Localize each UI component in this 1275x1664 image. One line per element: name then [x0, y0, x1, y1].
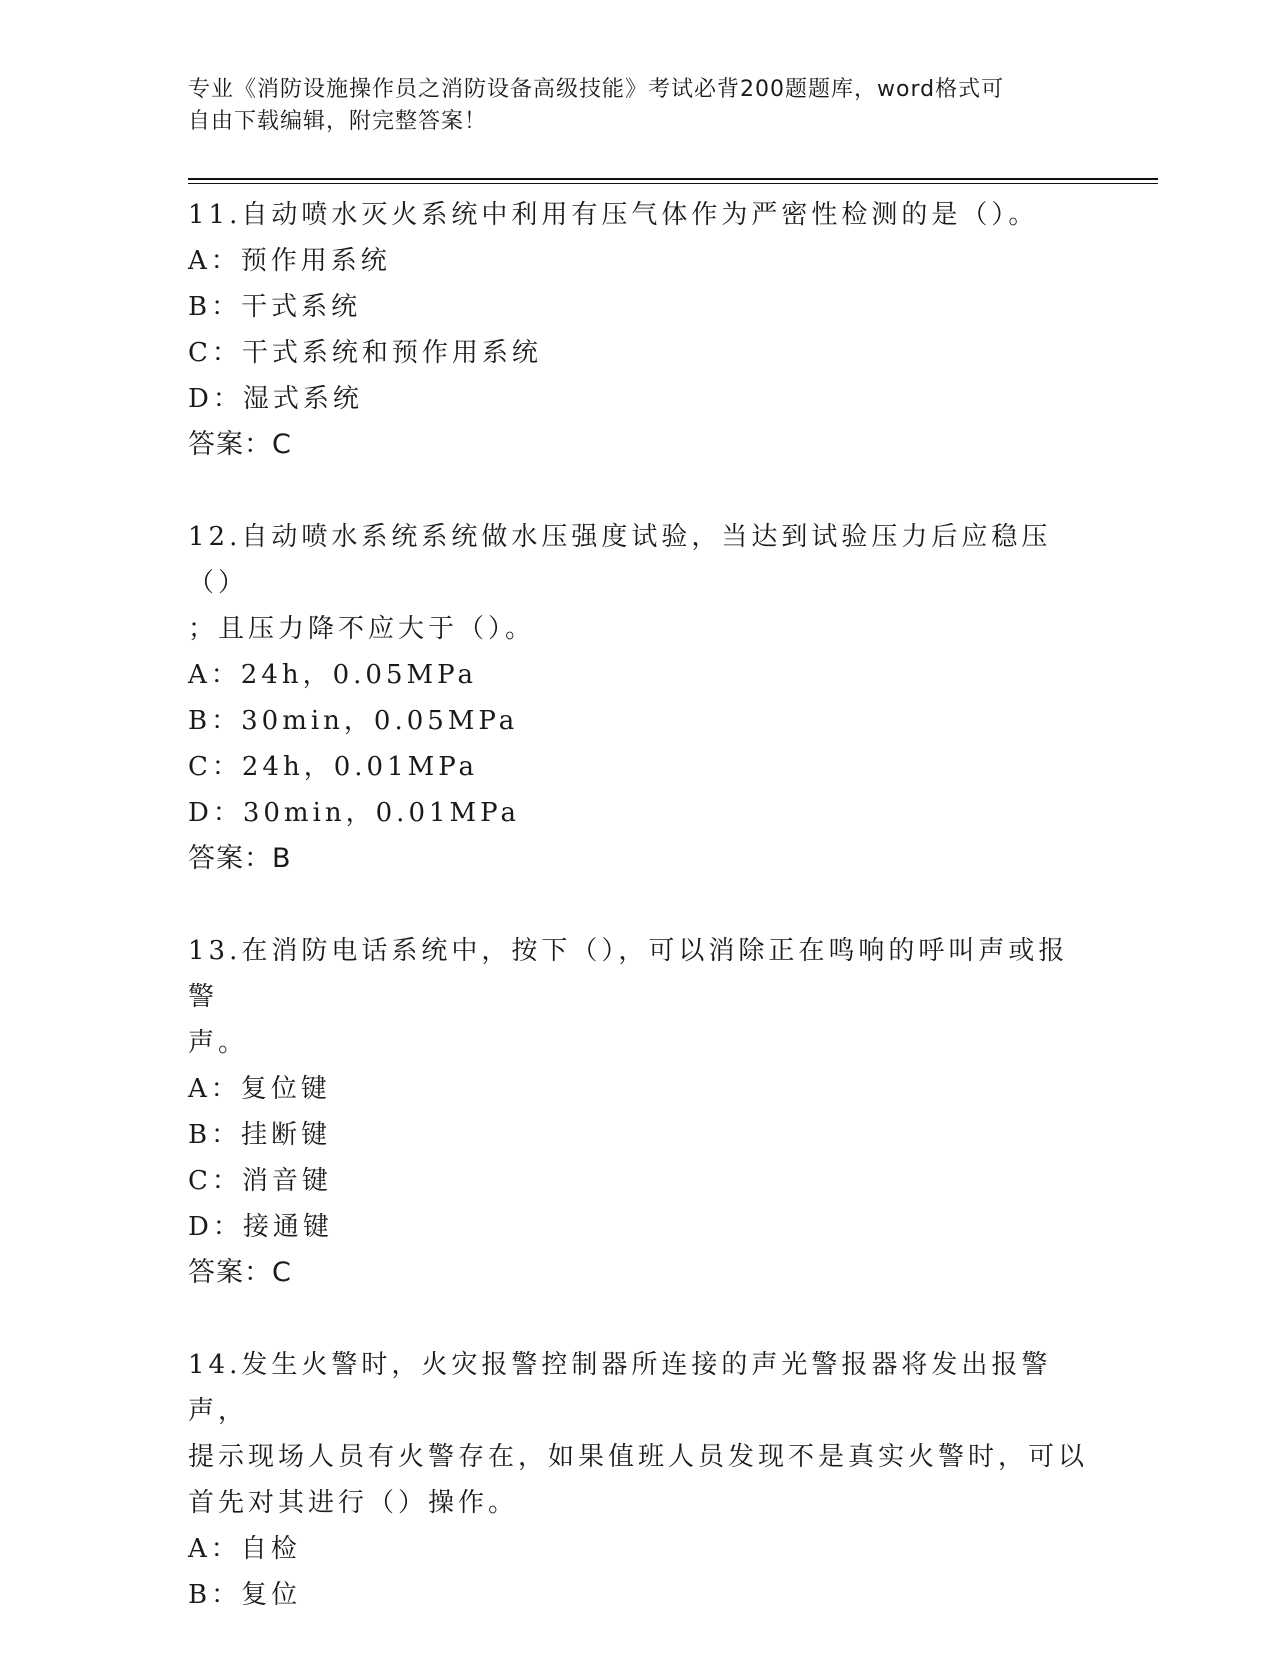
question-stem-line: 14.发生火警时，火灾报警控制器所连接的声光警报器将发出报警声，: [188, 1350, 1052, 1426]
header-divider-thick: [188, 178, 1158, 180]
answer-option: D：30min，0.01MPa: [188, 798, 520, 828]
question-block: [188, 514, 1088, 882]
header-line-2: 自由下载编辑，附完整答案！: [188, 109, 488, 134]
answer-option: D：湿式系统: [188, 384, 363, 414]
answer-option: A：复位键: [188, 1074, 331, 1104]
answer-option: C：消音键: [188, 1166, 332, 1196]
question-stem-line: 声。: [188, 1028, 249, 1058]
answer-option: A：自检: [188, 1534, 301, 1564]
correct-answer: 答案：C: [188, 1257, 292, 1288]
question-stem-line: 13.在消防电话系统中，按下（），可以消除正在鸣响的呼叫声或报警: [188, 936, 1069, 1012]
correct-answer: 答案：B: [188, 843, 292, 874]
header-line-1: 专业《消防设施操作员之消防设备高级技能》考试必背200题题库，word格式可: [188, 77, 1005, 102]
question-list: [188, 192, 1088, 1664]
header-divider-thin: [188, 183, 1158, 184]
answer-option: B：30min，0.05MPa: [188, 706, 519, 736]
answer-option: B：复位: [188, 1580, 302, 1610]
answer-option: C：干式系统和预作用系统: [188, 338, 542, 368]
question-stem-line: 首先对其进行（）操作。: [188, 1488, 519, 1518]
answer-option: B：干式系统: [188, 292, 362, 322]
question-block: [188, 928, 1088, 1296]
question-stem-line: 11.自动喷水灭火系统中利用有压气体作为严密性检测的是（）。: [188, 200, 1039, 230]
document-header: [188, 74, 1088, 138]
answer-option: A：预作用系统: [188, 246, 391, 276]
question-block: [188, 1342, 1088, 1618]
answer-option: B：挂断键: [188, 1120, 332, 1150]
correct-answer: 答案：C: [188, 429, 292, 460]
answer-option: A：24h，0.05MPa: [188, 660, 477, 690]
question-block: [188, 192, 1088, 468]
answer-option: C：24h，0.01MPa: [188, 752, 479, 782]
question-stem-line: 12.自动喷水系统系统做水压强度试验，当达到试验压力后应稳压（）: [188, 522, 1052, 598]
question-stem-line: 提示现场人员有火警存在，如果值班人员发现不是真实火警时，可以: [188, 1442, 1089, 1472]
question-stem-line: ；且压力降不应大于（）。: [188, 614, 536, 644]
answer-option: D：接通键: [188, 1212, 333, 1242]
